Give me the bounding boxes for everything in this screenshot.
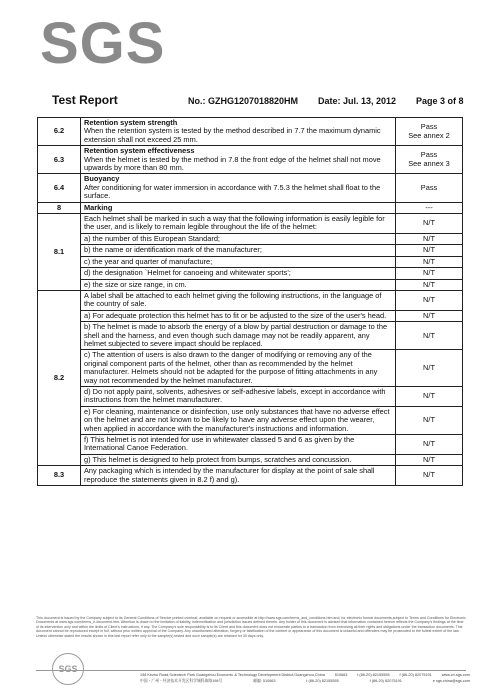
- legal-disclaimer: This document is issued by the Company subject to its General Conditions of Service printed overleaf, available on request or accessible at http://www.sgs.com/terms_and_conditions.htm and, for electronic format documents,subject to Terms and Conditions for Electronic Documents at www.sgs.com/terms_e-document.htm. Attention is drawn to the limitation of liability, indemnification and jurisdiction issues defined therein. Any holder of this document is advised that information contained hereon reflects the Company's findings at the time of its intervention only and within the limits of Client's instructions, if any. The Company's sole responsibility is to its Client and this document does not exonerate parties to a transaction from exercising all their rights and obligations under the transaction documents. This document cannot be reproduced except in full, without prior written approval of the Company. Any unauthorized alteration, forgery or falsification of the content or appearance of this document is unlawful and offenders may be prosecuted to the fullest extent of the law. Unless otherwise stated the results shown in this test report refer only to the sample(s) tested and such sample(s) are retained for 30 days only.: [36, 616, 466, 638]
- table-row: [38, 350, 463, 387]
- section-title: Marking: [81, 202, 396, 213]
- result-annex: See annex 2: [408, 130, 450, 140]
- requirement-text: When the helmet is tested by the method in 7.8 the front edge of the helmet shall not move upwards by more than 80 mm.: [84, 154, 381, 173]
- clause-number: 6.3: [38, 146, 81, 174]
- result-value: N/T: [396, 256, 463, 267]
- result-cell: [396, 118, 463, 146]
- result-value: N/T: [396, 310, 463, 321]
- requirement-text: A label shall be attached to each helmet giving the following instructions, in the language of the country of sale.: [81, 290, 396, 310]
- address-en: 198 Kezhu Road,Scientech Park Guangzhou Economic & Technology Development District,Guangzhou,China: [140, 673, 325, 677]
- requirement-cell: [81, 146, 396, 174]
- result-value: N/T: [396, 322, 463, 350]
- fax-cn: f (86-20) 82075191: [369, 679, 402, 683]
- phone: t (86-20) 82155555: [357, 673, 390, 677]
- requirement-text: g) This helmet is designed to help protect from bumps, scratches and concussion.: [81, 454, 396, 465]
- result-value: N/T: [396, 214, 463, 234]
- table-row: [38, 454, 463, 465]
- table-row: [38, 233, 463, 244]
- result-value: Pass: [420, 150, 438, 160]
- result-value: N/T: [396, 386, 463, 406]
- result-value: N/T: [396, 290, 463, 310]
- table-row: [38, 310, 463, 321]
- requirement-title: Buoyancy: [84, 174, 120, 184]
- result-value: N/T: [396, 279, 463, 290]
- requirement-text: e) For cleaning, maintenance or disinfection, use only substances that have no adverse effect on the helmet and are not known to be likely to have any adverse effect upon the wearer, when applied in accordance with the manufacturer's instructions and information.: [81, 406, 396, 434]
- report-header: [30, 93, 470, 111]
- requirement-text: d) Do not apply paint, solvents, adhesives or self-adhesive labels, except in accordance with instructions from the helmet manufacturer.: [81, 386, 396, 406]
- requirement-text: b) the name or identification mark of the manufacturer;: [81, 245, 396, 256]
- result-value: N/T: [396, 245, 463, 256]
- result-value: N/T: [396, 406, 463, 434]
- table-row: [38, 174, 463, 202]
- postcode-cn: 邮编: 510663: [253, 679, 276, 683]
- clause-number: 6.2: [38, 118, 81, 146]
- email: e sgs.china@sgs.com: [432, 679, 470, 683]
- table-row: [38, 279, 463, 290]
- table-row: [38, 386, 463, 406]
- result-cell: [396, 146, 463, 174]
- requirement-text: c) the year and quarter of manufacture;: [81, 256, 396, 267]
- requirement-text: Any packaging which is intended by the manufacturer for display at the point of sale shall reproduce the statements given in 8.2 f) and g).: [81, 466, 396, 486]
- requirement-text: a) the number of this European Standard;: [81, 233, 396, 244]
- table-row: [38, 435, 463, 455]
- result-value: N/T: [396, 233, 463, 244]
- fax: f (86-20) 82075191: [399, 673, 432, 677]
- result-value: Pass: [420, 122, 438, 132]
- clause-number: 6.4: [38, 174, 81, 202]
- requirement-title: Retention system strength: [84, 118, 178, 127]
- requirement-text: f) This helmet is not intended for use in whitewater classed 5 and 6 as given by the International Canoe Federation.: [81, 435, 396, 455]
- clause-number: 8.3: [38, 466, 81, 486]
- clause-number: 8.1: [38, 214, 81, 291]
- result-value: ---: [396, 202, 463, 213]
- phone-cn: t (86-20) 82155555: [306, 679, 339, 683]
- sgs-logo: SGS: [40, 11, 166, 76]
- result-value: N/T: [396, 435, 463, 455]
- report-date: Date: Jul. 13, 2012: [318, 96, 397, 106]
- footer-divider: [36, 670, 466, 671]
- address-cn: 中国・广州・经济技术开发区科学城科珠路198号: [140, 679, 223, 683]
- table-row: [38, 214, 463, 234]
- report-title: Test Report: [52, 93, 118, 107]
- result-value: N/T: [396, 466, 463, 486]
- address-row-cn: [140, 678, 470, 684]
- website: www.cn.sgs.com: [441, 673, 470, 677]
- result-annex: See annex 3: [408, 158, 450, 168]
- requirement-text: b) The helmet is made to absorb the energy of a blow by partial destruction or damage to the shell and the harness, and even though such damage may not be readily apparent, any helmet subjected to severe impact should be replaced.: [81, 322, 396, 350]
- sgs-seal-icon: SGS: [52, 653, 84, 685]
- requirement-text: c) The attention of users is also drawn to the danger of modifying or removing any of the original component parts of the helmet, other than as recommended by the helmet manufacturer. Helmets should not be adapted for the purpose of fitting attachments in any way not recommended by the helmet manufacturer.: [81, 350, 396, 387]
- clause-number: 8: [38, 202, 81, 213]
- requirement-cell: [81, 118, 396, 146]
- test-results-table: [37, 117, 463, 486]
- table-row: [38, 202, 463, 213]
- company-address: [140, 672, 470, 684]
- requirement-text: When the retention system is tested by the method described in 7.7 the maximum dynamic extension shall not exceed 25 mm.: [84, 126, 381, 144]
- table-row: [38, 268, 463, 279]
- result-value: N/T: [396, 454, 463, 465]
- requirement-cell: [81, 174, 396, 202]
- requirement-text: e) the size or size range, in cm.: [81, 279, 396, 290]
- table-row: [38, 290, 463, 310]
- table-row: [38, 466, 463, 486]
- table-row: [38, 406, 463, 434]
- table-row: [38, 245, 463, 256]
- requirement-text: Each helmet shall be marked in such a way that the following information is easily legible for the user, and is likely to remain legible throughout the life of the helmet:: [81, 214, 396, 234]
- requirement-text: After conditioning for water immersion in accordance with 7.5.3 the helmet shall float to the surface.: [84, 182, 381, 201]
- result-value: Pass: [396, 174, 463, 202]
- table-row: [38, 322, 463, 350]
- result-value: N/T: [396, 350, 463, 387]
- page-number: Page 3 of 8: [416, 96, 464, 106]
- table-row: [38, 256, 463, 267]
- postcode: 510663: [334, 673, 348, 677]
- report-number: No.: GZHG1207018820HM: [188, 96, 299, 106]
- requirement-text: a) For adequate protection this helmet has to fit or be adjusted to the size of the user's head.: [81, 310, 396, 321]
- clause-number: 8.2: [38, 290, 81, 465]
- table-row: [38, 118, 463, 146]
- table-row: [38, 146, 463, 174]
- requirement-title: Retention system effectiveness: [84, 146, 195, 156]
- requirement-text: d) the designation `Helmet for canoeing and whitewater sports';: [81, 268, 396, 279]
- result-value: N/T: [396, 268, 463, 279]
